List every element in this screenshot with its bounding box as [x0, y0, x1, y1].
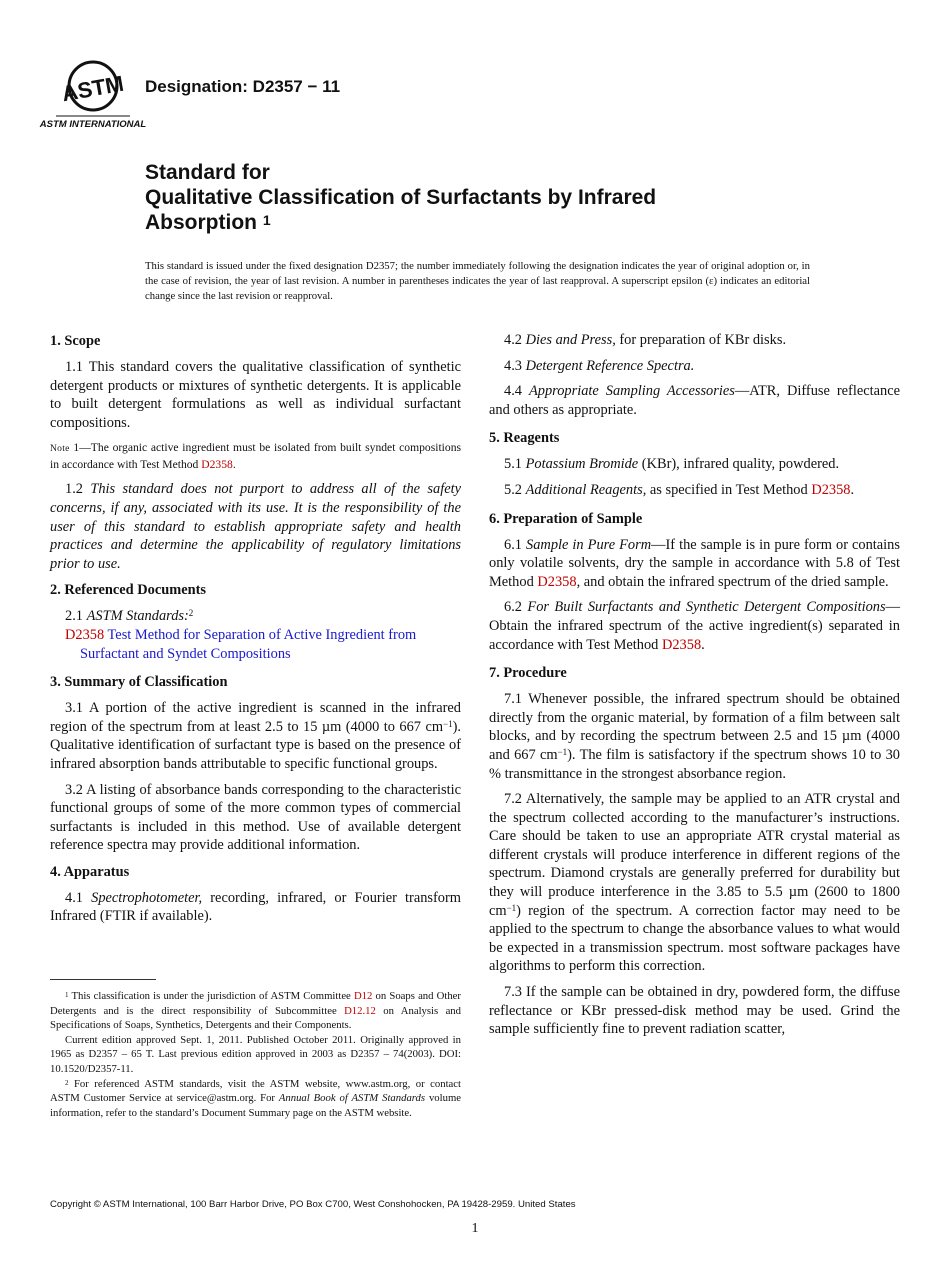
para-5-2: 5.2 Additional Reagents, as specified in Test Method D2358.: [504, 481, 855, 498]
title-footnote-mark: 1: [262, 212, 271, 228]
para-6-1: 6.1 Sample in Pure Form—If the sample is in pure form or contains only volatile solvents, dry the sample in accordance with 5.8 of Test Method D2358, and obtain the infrared spectrum of the dried sample.: [489, 536, 900, 590]
para-4-4: 4.4 Appropriate Sampling Accessories—ATR, Diffuse reflectance and others as appropriate.: [489, 383, 900, 418]
para-2-1: 2.1 ASTM Standards:$^2$: [65, 608, 194, 625]
para-5-2-link-d2358[interactable]: D2358: [811, 481, 851, 498]
para-4-3: 4.3 Detergent Reference Spectra.: [504, 357, 695, 374]
para-3-2: 3.2 A listing of absorbance bands corresponding to the characteristic functional groups of some of the more common types of commercial surfactants is included in this method. Use of available detergent reference spectra may provide additional information.: [50, 781, 461, 854]
section-7-heading: 7. Procedure: [489, 665, 567, 682]
copyright-notice: Copyright © ASTM International, 100 Barr Harbor Drive, PO Box C700, West Conshohocken, PA 19428-2959. United States: [50, 1199, 576, 1210]
astm-logo-icon: [39, 60, 147, 132]
title-line-2: Qualitative Classification of Surfactants by Infrared: [145, 186, 657, 209]
title-line-1: Standard for: [145, 161, 270, 184]
para-7-3: 7.3 If the sample can be obtained in dry, powdered form, the diffuse reflectance or KBr pressed-disk method may be used. Grind the sample sufficiently fine to prevent radiation scatter,: [489, 984, 900, 1038]
note-link-d2358[interactable]: D2358: [201, 458, 233, 472]
para-6-2: 6.2 For Built Surfactants and Synthetic Detergent Compositions—Obtain the infrared spectrum of the active ingredient(s) separated in accordance with Test Method D2358.: [489, 599, 900, 653]
right-column: [489, 331, 900, 1046]
section-1-heading: 1. Scope: [50, 333, 101, 349]
para-5-1: 5.1 Potassium Bromide (KBr), infrared quality, powdered.: [504, 456, 840, 473]
para-6-2-link-d2358[interactable]: D2358: [661, 636, 702, 653]
para-4-1: 4.1 Spectrophotometer, recording, infrared, or Fourier transform Infrared (FTIR if available).: [50, 889, 461, 925]
designation: Designation: D2357 − 11: [145, 77, 341, 96]
para-6-1-link-d2358[interactable]: D2358: [537, 573, 577, 590]
document-title: [145, 160, 845, 235]
preamble: This standard is issued under the fixed designation D2357; the number immediately following the designation indicates the year of original adoption or, in the case of revision, the year of last revision. A number in parentheses indicates the year of last reapproval. A superscript epsilon (ε) indicates an editorial change since the last revision or reapproval.: [145, 260, 810, 302]
logo-text: ASTM INTERNATIONAL: [39, 119, 147, 130]
page-number: 1: [471, 1221, 479, 1236]
section-4-heading: 4. Apparatus: [50, 863, 130, 880]
reference-d2358[interactable]: D2358 Test Method for Separation of Active Ingredient from Surfactant and Syndet Compositions: [65, 626, 417, 662]
section-3-heading: 3. Summary of Classification: [50, 674, 228, 691]
footnote-1-history: Current edition approved Sept. 1, 2011. Published October 2011. Originally approved in 1965 as D2357 – 65 T. Last previous edition approved in 2003 as D2357 – 74(2003). DOI: 10.1520/D2357-11.: [50, 1033, 461, 1075]
footnote-link-d12-12[interactable]: D12.12: [344, 1004, 376, 1017]
left-column: [50, 331, 461, 933]
note-1: Note 1—The organic active ingredient must be isolated from built syndet compositions in accordance with Test Method D2358.: [50, 441, 461, 472]
footnote-divider: [50, 979, 156, 980]
para-4-2: 4.2 Dies and Press, for preparation of KBr disks.: [504, 332, 787, 348]
footnote-2: $^2$ For referenced ASTM standards, visit the ASTM website, www.astm.org, or contact ASTM Customer Service at service@astm.org. For Annual Book of ASTM Standards volume information, refer to the standard’s Document Summary page on the ASTM website.: [50, 1077, 462, 1119]
para-7-2: 7.2 Alternatively, the sample may be applied to an ATR crystal and the spectrum collected according to the manufacturer’s instructions. Care should be taken to use an appropriate ATR crystal material as different crystals will produce interference in different regions of the spectrum. Diamond crystals are generally preferred for durability but they will produce interference in the 3.85 to 5.5 µm (2600 to 1800 $cm^{-1}$) region of the spectrum. A correction factor may need to be applied to the spectrum to change the absorbance values to what would be expected in a transmission spectrum. most software packages have algorithms to perform this correction.: [489, 791, 900, 975]
section-2-heading: 2. Referenced Documents: [50, 582, 206, 599]
footnote-1: $^1$ This classification is under the jurisdiction of ASTM Committee D12 on Soaps and Other Detergents and is the direct responsibility of Subcommittee D12.12 on Analysis and Specifications of Soaps, Synthetics, Detergents and their Components.: [50, 990, 461, 1032]
footnote-link-d12[interactable]: D12: [353, 990, 373, 1002]
section-5-heading: 5. Reagents: [489, 430, 560, 447]
para-1-2: 1.2 This standard does not purport to address all of the safety concerns, if any, associated with its use. It is the responsibility of the user of this standard to establish appropriate safety and health practices and determine the applicability of regulatory limitations prior to use.: [50, 481, 461, 572]
title-line-3: Absorption $^1$: [145, 211, 271, 234]
astm-logo: [39, 60, 147, 132]
section-6-heading: 6. Preparation of Sample: [489, 510, 643, 527]
para-3-1: 3.1 A portion of the active ingredient is scanned in the infrared region of the spectrum from at least 2.5 to 15 µm (4000 to 667 $cm^{-1}$). Qualitative identification of surfactant type is based on the presence of infrared absorption bands attributable to specific functional groups.: [50, 700, 461, 772]
para-1-1: 1.1 This standard covers the qualitative classification of synthetic detergent products or mixtures of synthetic detergents. It is applicable to built detergent formulations as well as individual surfactant compositions.: [50, 359, 461, 431]
svg-text:ASTM: ASTM: [59, 70, 126, 107]
para-7-1: 7.1 Whenever possible, the infrared spectrum should be obtained directly from the organic material, by formation of a film between salt blocks, and by recording the spectrum between 2.5 and 15 µm (4000 and 667 $cm^{-1}$). The film is satisfactory if the spectrum shows 10 to 30 % transmittance in the strongest absorbance region.: [489, 691, 900, 782]
footnotes: [50, 989, 461, 1120]
